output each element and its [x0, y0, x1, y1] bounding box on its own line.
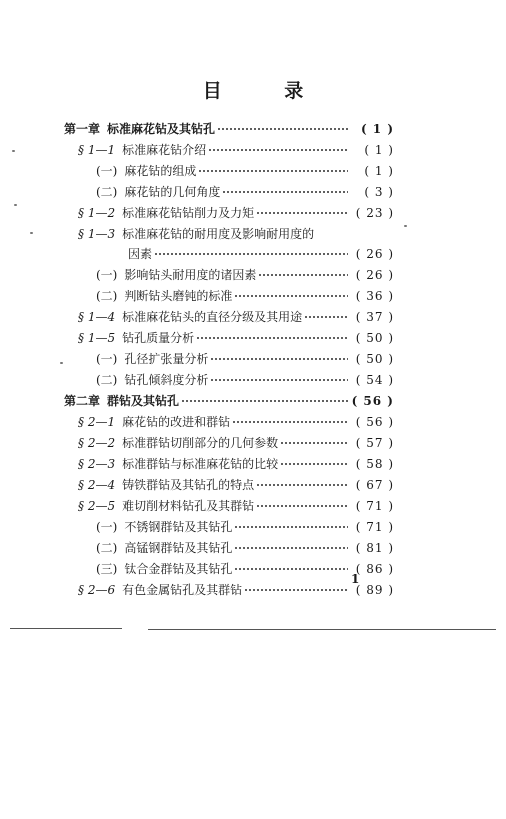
- toc-entry-page: ( 1 ): [364, 143, 394, 157]
- toc-entry-number: (一): [96, 520, 118, 534]
- toc-entry-title: 群钻及其钻孔: [107, 394, 180, 408]
- toc-entry-title: 判断钻头磨钝的标准: [124, 289, 233, 303]
- toc-entry-title: 钻孔质量分析: [122, 331, 195, 345]
- toc-leader-dots: [256, 501, 348, 511]
- toc-entry-number: § 1—2: [78, 206, 116, 220]
- toc-entry-number: (二): [96, 373, 118, 387]
- toc-entry-title: 麻花钻的改进和群钻: [122, 415, 231, 429]
- toc-entry-page: ( 50 ): [355, 352, 394, 366]
- toc-entry-page: ( 58 ): [355, 457, 394, 471]
- toc-entry-number: § 2—5: [78, 499, 116, 513]
- toc-entry-page: ( 1 ): [360, 122, 394, 136]
- toc-entry-title: 有色金属钻孔及其群钻: [122, 583, 243, 597]
- toc-entry-title: 因素: [128, 247, 153, 261]
- toc-entry-title: 标准麻花钻钻削力及力矩: [122, 206, 255, 220]
- toc-entry-number: § 1—1: [78, 143, 116, 157]
- toc-entry-page: ( 36 ): [355, 289, 394, 303]
- toc-subsection[interactable]: [96, 539, 394, 557]
- toc-entry-page: ( 89 ): [355, 583, 394, 597]
- toc-entry-title: 钻孔倾斜度分析: [124, 373, 209, 387]
- toc-entry-page: ( 26 ): [355, 247, 394, 261]
- toc-entry-number: (一): [96, 164, 118, 178]
- toc-section-1-3[interactable]: [78, 225, 314, 243]
- toc-leader-dots: [208, 145, 348, 155]
- toc-entry-number: (一): [96, 352, 118, 366]
- toc-entry-title: 标准麻花钻的耐用度及影响耐用度的: [122, 227, 315, 241]
- toc-entry-title: 标准麻花钻介绍: [122, 143, 207, 157]
- toc-entry-page: ( 71 ): [355, 520, 394, 534]
- toc-entry-page: ( 23 ): [355, 206, 394, 220]
- toc-subsection[interactable]: [96, 560, 394, 578]
- toc-section-2-1[interactable]: [78, 413, 394, 431]
- toc-section-2-3[interactable]: [78, 455, 394, 473]
- toc-leader-dots: [234, 564, 348, 574]
- toc-section-2-2[interactable]: [78, 434, 394, 452]
- toc-leader-dots: [181, 396, 348, 406]
- toc-section-1-3-continued[interactable]: [128, 245, 394, 263]
- toc-entry-number: (二): [96, 185, 118, 199]
- toc-entry-title: 不锈钢群钻及其钻孔: [124, 520, 233, 534]
- toc-leader-dots: [234, 522, 348, 532]
- toc-entry-title: 高锰钢群钻及其钻孔: [124, 541, 233, 555]
- toc-section-2-6[interactable]: [78, 581, 394, 599]
- toc-entry-number: (二): [96, 289, 118, 303]
- toc-entry-page: ( 37 ): [355, 310, 394, 324]
- toc-leader-dots: [217, 124, 348, 134]
- page-title: 目 录: [202, 80, 332, 102]
- toc-entry-number: § 2—2: [78, 436, 116, 450]
- toc-entry-title: 标准群钻切削部分的几何参数: [122, 436, 279, 450]
- toc-leader-dots: [256, 208, 348, 218]
- toc-section-1-5[interactable]: [78, 329, 394, 347]
- toc-leader-dots: [280, 438, 348, 448]
- toc-entry-page: ( 1 ): [364, 164, 394, 178]
- toc-leader-dots: [304, 312, 348, 322]
- toc-leader-dots: [258, 270, 348, 280]
- toc-entry-number: § 1—5: [78, 331, 116, 345]
- toc-entry-title: 标准群钻与标准麻花钻的比较: [122, 457, 279, 471]
- toc-entry-number: § 1—4: [78, 310, 116, 324]
- toc-entry-page: ( 3 ): [364, 185, 394, 199]
- toc-leader-dots: [234, 291, 348, 301]
- toc-subsection[interactable]: [96, 162, 394, 180]
- toc-leader-dots: [244, 585, 348, 595]
- toc-entry-number: 第二章: [64, 394, 101, 408]
- toc-entry-page: ( 71 ): [355, 499, 394, 513]
- toc-entry-page: ( 86 ): [355, 562, 394, 576]
- scan-speck: [14, 204, 17, 206]
- toc-chapter-1[interactable]: [64, 120, 394, 138]
- toc-entry-title: 钛合金群钻及其钻孔: [124, 562, 233, 576]
- toc-entry-title: 影响钻头耐用度的诸因素: [124, 268, 257, 282]
- toc-subsection[interactable]: [96, 350, 394, 368]
- toc-subsection[interactable]: [96, 183, 394, 201]
- toc-section-2-4[interactable]: [78, 476, 394, 494]
- toc-entry-number: § 2—3: [78, 457, 116, 471]
- toc-leader-dots: [256, 480, 348, 490]
- toc-leader-dots: [154, 249, 348, 259]
- toc-entry-page: ( 26 ): [355, 268, 394, 282]
- toc-leader-dots: [196, 333, 348, 343]
- page-number: 1: [351, 572, 360, 586]
- toc-entry-number: 第一章: [64, 122, 101, 136]
- toc-entry-title: 孔径扩张量分析: [124, 352, 209, 366]
- toc-entry-number: § 2—6: [78, 583, 116, 597]
- toc-subsection[interactable]: [96, 518, 394, 536]
- toc-entry-number: § 2—4: [78, 478, 116, 492]
- scan-speck: [12, 150, 15, 152]
- toc-chapter-2-spacer: [64, 370, 394, 388]
- toc-entry-page: ( 67 ): [355, 478, 394, 492]
- toc-entry-title: 麻花钻的组成: [124, 164, 197, 178]
- toc-entry-page: ( 81 ): [355, 541, 394, 555]
- toc-entry-page: ( 56 ): [355, 415, 394, 429]
- scan-edge-line: [148, 629, 496, 630]
- toc-entry-title: 标准麻花钻头的直径分级及其用途: [122, 310, 303, 324]
- toc-leader-dots: [280, 459, 348, 469]
- toc-entry-title: 难切削材料钻孔及其群钻: [122, 499, 255, 513]
- toc-section-2-5[interactable]: [78, 497, 394, 515]
- toc-leader-dots: [234, 543, 348, 553]
- toc-subsection[interactable]: [96, 266, 394, 284]
- toc-section-1-2[interactable]: [78, 204, 394, 222]
- toc-section-1-4[interactable]: [78, 308, 394, 326]
- toc-entry-number: (二): [96, 541, 118, 555]
- toc-entry-number: § 2—1: [78, 415, 116, 429]
- toc-entry-title: 铸铁群钻及其钻孔的特点: [122, 478, 255, 492]
- toc-chapter-2[interactable]: [64, 392, 394, 410]
- scan-edge-line: [10, 628, 122, 629]
- scan-speck: [404, 225, 407, 227]
- toc-entry-number: § 1—3: [78, 227, 116, 241]
- toc-entry-title: 标准麻花钻及其钻孔: [107, 122, 216, 136]
- toc-subsection[interactable]: [96, 287, 394, 305]
- toc-entry-page: ( 57 ): [355, 436, 394, 450]
- toc-leader-dots: [232, 417, 348, 427]
- toc-entry-page: ( 54 ): [355, 373, 394, 387]
- toc-entry-number: (三): [96, 562, 118, 576]
- scan-speck: [60, 362, 63, 364]
- toc-entry-page: ( 56 ): [351, 394, 394, 408]
- toc-entry-title: 麻花钻的几何角度: [124, 185, 221, 199]
- toc-section-1-1[interactable]: [78, 141, 394, 159]
- toc-leader-dots: [210, 354, 348, 364]
- toc-leader-dots: [198, 166, 348, 176]
- scan-speck: [30, 232, 33, 234]
- toc-leader-dots: [222, 187, 348, 197]
- toc-entry-page: ( 50 ): [355, 331, 394, 345]
- toc-entry-number: (一): [96, 268, 118, 282]
